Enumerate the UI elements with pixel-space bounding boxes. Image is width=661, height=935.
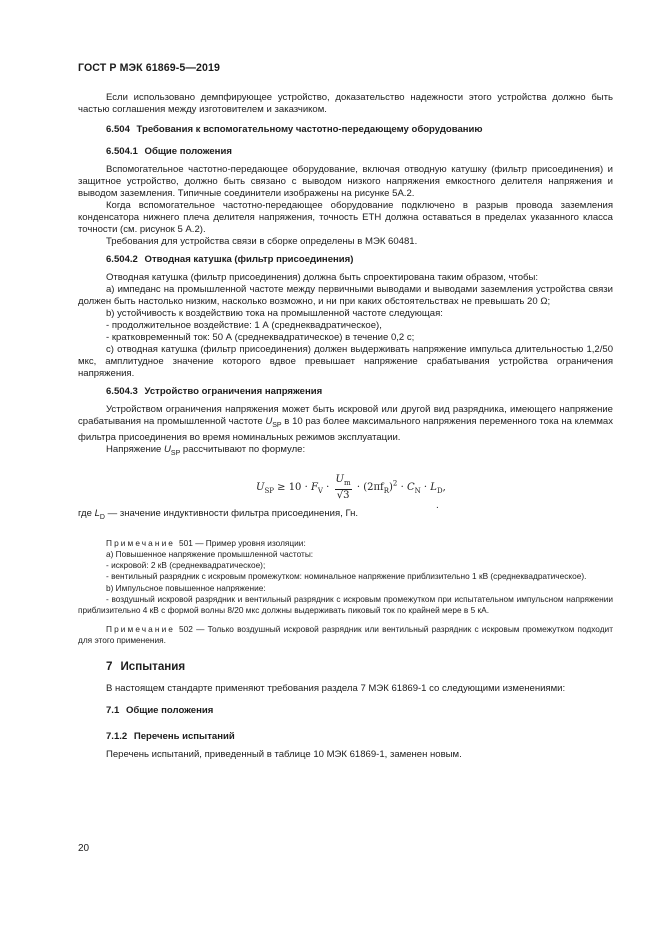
note-item: а) Повышенное напряжение промышленной частоты: — [106, 548, 314, 559]
list-item-b: b) устойчивость к воздействию тока на промышленной частоте следующая: — [106, 308, 443, 319]
page-number: 20 — [78, 843, 90, 854]
formula-term: ) — [389, 481, 393, 493]
note-label: Примечание — [106, 624, 176, 635]
formula-sub: D — [436, 486, 443, 495]
symbol-sub: SP — [272, 421, 282, 429]
document-body — [78, 92, 613, 761]
symbol-l: L — [94, 507, 100, 519]
section-7-1-heading — [78, 705, 613, 717]
note-text — [78, 624, 613, 646]
formula-symbol: C — [406, 481, 415, 493]
section-number: 7.1.2 — [106, 730, 128, 742]
intro-paragraph: Если использовано демпфирующее устройство, доказательство надежности этого устройства должно быть частью соглашения между изготовителем и заказчиком. — [78, 92, 613, 115]
fraction-numerator — [335, 474, 352, 490]
section-title: Испытания — [120, 659, 186, 673]
symbol-u: U — [164, 443, 171, 455]
text-run: рассчитывают по формуле: — [180, 443, 306, 455]
symbol-sub: D — [99, 513, 105, 521]
formula-sub: m — [343, 478, 351, 487]
note-body: — Только воздушный искровой разрядник или вентильный разрядник с искровым промежутком подходит для этого применения. — [78, 624, 613, 646]
paragraph — [78, 404, 613, 444]
where-line — [78, 508, 613, 524]
note-subitem: - воздушный искровой разрядник и вентильный разрядник с искровым промежутком при испытательном импульсном напряжении приблизительно 4 кВ с формой волны 8/20 мкс должны выдерживать пиковый ток по крайней мере в 5 кА. — [78, 593, 613, 615]
formula-operator: · — [326, 481, 330, 493]
list-subitem: - кратковременный ток: 50 А (среднеквадратическое) в течение 0,2 с; — [106, 332, 415, 343]
formula-term: (2πf — [363, 481, 384, 493]
note-subitem: - искровой: 2 кВ (среднеквадратическое); — [106, 560, 266, 571]
section-6-504-heading — [78, 124, 613, 136]
formula-exponent: 2 — [392, 479, 398, 488]
symbol-u: U — [265, 416, 273, 427]
paragraph: Вспомогательное частотно-передающее оборудование, включая отводную катушку (фильтр присоединения) и защитное устройство, должно быть связано с выводом низкого напряжения емкостного делителя напряжения и выводом заземления. Типичные соединители изображены на рисунке 5А.2. — [78, 164, 613, 199]
fraction-denominator: √3 — [336, 489, 350, 501]
note-number: 501 — [179, 537, 193, 548]
note-502 — [78, 624, 613, 646]
section-title: Перечень испытаний — [133, 730, 235, 742]
formula-symbol: F — [310, 481, 318, 493]
section-6-504-3-heading — [78, 386, 613, 398]
text-run: — значение индуктивности фильтра присоединения, Гн. — [104, 507, 358, 519]
formula-symbol: U — [335, 473, 344, 485]
section-number: 6.504.1 — [106, 146, 138, 157]
text-run: в 10 раз более максимального напряжения переменного тока на клеммах фильтра присоединения во время номинальных режимов эксплуатации. — [78, 416, 613, 443]
note-subitem: - вентильный разрядник с искровым промежутком: номинальное напряжение приблизительно 1 кВ (среднеквадратическое). — [106, 571, 587, 582]
formula-period: . — [436, 499, 439, 511]
section-title: Устройство ограничения напряжения — [144, 386, 323, 397]
section-6-504-1-heading — [78, 146, 613, 158]
section-number: 7.1 — [106, 704, 120, 716]
formula-symbol: U — [256, 481, 265, 493]
list-subitem: - продолжительное воздействие: 1 А (среднеквадратическое), — [106, 320, 382, 331]
paragraph: Перечень испытаний, приведенный в таблице 10 МЭК 61869-1, заменен новым. — [106, 748, 462, 760]
section-number: 6.504.2 — [106, 254, 138, 265]
list-item-c: с) отводная катушка (фильтр присоединения) должен выдерживать напряжение импульса длительностью 1,2/50 мкс, амплитудное значение которого вдвое превышает напряжение срабатывания устройства ограничения напряжения. — [78, 344, 613, 379]
formula-expression — [256, 474, 446, 501]
paragraph — [78, 444, 613, 460]
section-6-504-2-heading — [78, 254, 613, 266]
text-run: где — [78, 507, 95, 519]
note-item: b) Импульсное повышенное напряжение: — [106, 582, 266, 593]
paragraph: Когда вспомогательное частотно-передающее оборудование подключено в разрыв провода заземления конденсатора нижнего плеча делителя напряжения, точность ЕТН должна оставаться в пределах указанного класса точности (см. рисунок 5 А.2). — [78, 200, 613, 235]
formula-operator: ≥ 10 · — [277, 481, 308, 493]
paragraph: В настоящем стандарте применяют требования раздела 7 МЭК 61869-1 со следующими изменениями: — [106, 682, 566, 694]
note-heading — [78, 538, 613, 549]
section-title: Общие положения — [125, 704, 214, 716]
formula-sub: N — [414, 486, 421, 495]
section-number: 6.504 — [106, 124, 130, 135]
section-number: 7 — [106, 659, 113, 673]
note-label: Примечание — [106, 537, 176, 548]
symbol-sub: SP — [170, 449, 181, 457]
note-501 — [78, 538, 613, 616]
section-title: Отводная катушка (фильтр присоединения) — [144, 254, 354, 265]
formula-fraction — [335, 474, 352, 501]
formula-operator: · — [423, 481, 428, 493]
text-run: Устройством ограничения напряжения может быть искровой или другой вид разрядника, имеющего напряжение срабатывания на промышленной частоте — [78, 404, 613, 427]
formula-operator: · — [356, 481, 360, 493]
text-run: Напряжение — [106, 443, 165, 455]
section-number: 6.504.3 — [106, 386, 138, 397]
formula-sub: SP — [264, 486, 274, 495]
formula-operator: · — [400, 481, 404, 493]
document-header: ГОСТ Р МЭК 61869-5—2019 — [78, 62, 221, 74]
formula-comma: , — [442, 481, 446, 493]
list-item-a: а) импеданс на промышленной частоте между первичными выводами и выводами заземления устройства связи должен быть настолько низким, насколько возможно, и ни при каких обстоятельствах не превышать 20 Ω; — [78, 284, 613, 307]
note-number: 502 — [179, 624, 193, 635]
section-title: Требования к вспомогательному частотно-передающему оборудованию — [136, 124, 483, 135]
section-7-heading — [78, 661, 613, 673]
note-title: — Пример уровня изоляции: — [195, 537, 306, 548]
section-7-1-2-heading — [78, 731, 613, 743]
section-title: Общие положения — [144, 146, 232, 157]
paragraph: Отводная катушка (фильтр присоединения) должна быть спроектирована таким образом, чтобы: — [106, 272, 539, 283]
paragraph: Требования для устройства связи в сборке определены в МЭК 60481. — [106, 236, 418, 247]
formula-sub: R — [383, 486, 390, 495]
formula — [78, 466, 613, 511]
formula-symbol: L — [430, 481, 437, 493]
formula-sub: V — [317, 486, 323, 495]
